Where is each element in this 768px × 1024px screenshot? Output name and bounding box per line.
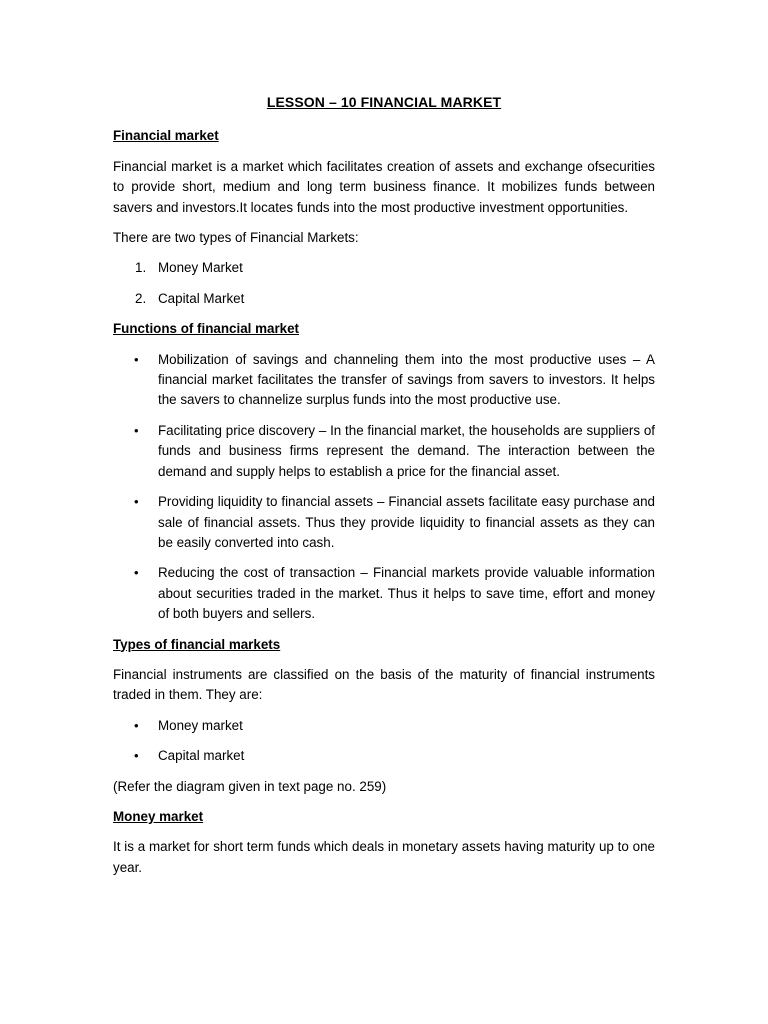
list-item-text: Mobilization of savings and channeling them into the most productive uses – A financial market facilitates the transfer of savings from savers to investors. It helps the savers to channelize surplus funds into the most productive use. xyxy=(158,351,655,408)
types-list xyxy=(113,716,655,767)
market-types-list xyxy=(113,258,655,309)
list-item-text: Reducing the cost of transaction – Financial markets provide valuable information about securities traded in the market. Thus it helps to save time, effort and money of both buyers and sellers. xyxy=(158,565,655,622)
list-item xyxy=(113,421,655,482)
list-item xyxy=(113,258,655,278)
heading-functions: Functions of financial market xyxy=(113,321,300,337)
document-page xyxy=(113,92,655,888)
bullet-icon: • xyxy=(134,422,139,438)
list-item xyxy=(113,746,655,766)
list-item xyxy=(113,492,655,553)
list-item xyxy=(113,350,655,411)
bullet-icon: • xyxy=(134,717,139,733)
financial-market-paragraph: Financial market is a market which facilitates creation of assets and exchange ofsecurities to provide short, medium and long term business finance. It mobilizes funds between savers and investors.It locates funds into the most productive investment opportunities. xyxy=(113,158,655,215)
list-item-text: Money market xyxy=(158,717,243,733)
heading-financial-market: Financial market xyxy=(113,128,219,144)
list-item xyxy=(113,716,655,736)
list-item xyxy=(113,563,655,624)
types-paragraph: Financial instruments are classified on the basis of the maturity of financial instruments traded in them. They are: xyxy=(113,666,655,703)
list-item-text: Facilitating price discovery – In the financial market, the households are suppliers of funds and business firms represent the demand. The interaction between the demand and supply helps to establish a price for the financial asset. xyxy=(158,422,655,479)
bullet-icon: • xyxy=(134,351,139,367)
diagram-reference-note: (Refer the diagram given in text page no. 259) xyxy=(113,778,387,794)
heading-types: Types of financial markets xyxy=(113,636,281,652)
bullet-icon: • xyxy=(134,565,139,581)
list-item-text: Capital market xyxy=(158,748,245,764)
list-item-text: Providing liquidity to financial assets – Financial assets facilitate easy purchase and sale of financial assets. Thus they provide liquidity to financial assets as they can be easily converted into cash. xyxy=(158,494,655,550)
list-item xyxy=(113,289,655,309)
list-number: 2. xyxy=(135,290,147,306)
bullet-icon: • xyxy=(134,494,139,510)
bullet-icon: • xyxy=(134,748,139,764)
list-item-label: Capital Market xyxy=(158,290,245,306)
money-market-paragraph: It is a market for short term funds which deals in monetary assets having maturity up to one year. xyxy=(113,839,655,875)
types-intro: There are two types of Financial Markets: xyxy=(113,230,359,246)
functions-list xyxy=(113,350,655,625)
list-item-label: Money Market xyxy=(158,260,243,276)
list-number: 1. xyxy=(135,260,147,276)
page-title: LESSON – 10 FINANCIAL MARKET xyxy=(266,94,502,110)
heading-money-market: Money market xyxy=(113,808,204,824)
